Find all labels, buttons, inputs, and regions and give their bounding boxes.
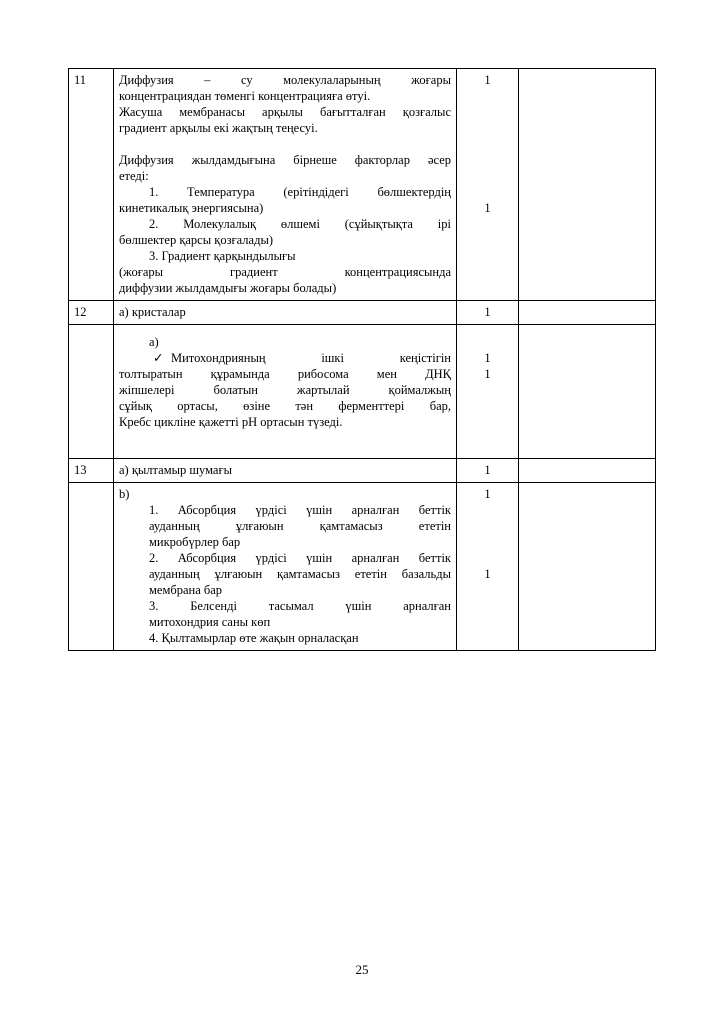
mark-cell: [457, 69, 519, 301]
answer-cell: а) кристалар: [114, 301, 457, 325]
answer-label: а): [149, 335, 159, 349]
answer-label: b): [119, 487, 130, 501]
answer-line: микробүрлер бар: [149, 535, 241, 549]
page-number: 25: [355, 962, 369, 977]
mark-cell: [457, 483, 519, 651]
answer-line: Диффузия жылдамдығына бірнеше факторлар әсер: [119, 153, 451, 167]
mark-value: 1: [484, 351, 491, 365]
mark-value: 1: [457, 459, 519, 483]
table-row-q13a: [69, 459, 656, 483]
factor-item: 1. Температура (ерітіндідегі бөлшектердің: [149, 185, 451, 199]
checkmark-icon: ✓: [153, 351, 164, 365]
answer-line: кинетикалық энергиясына): [119, 201, 264, 215]
extra-cell: [519, 325, 656, 459]
mark-value: 1: [484, 567, 491, 581]
answer-line: Диффузия – су молекулаларының жоғары: [119, 73, 451, 87]
reason-item: 3. Белсенді тасымал үшін арналған: [149, 599, 451, 613]
answer-line: Митохондрияның ішкі кеңістігін: [171, 351, 451, 365]
extra-cell: [519, 301, 656, 325]
answer-line: Кребс цикліне қажетті рН ортасын түзеді.: [119, 415, 343, 429]
answer-cell: a) қылтамыр шумағы: [114, 459, 457, 483]
answer-cell: [114, 325, 457, 459]
mark-cell: [457, 325, 519, 459]
answer-line: градиент арқылы екі жақтың теңесуі.: [119, 121, 318, 135]
answer-cell: [114, 483, 457, 651]
answer-line: (жоғары градиент концентрациясында: [119, 265, 451, 279]
answer-cell: [114, 69, 457, 301]
question-number: 11: [69, 69, 114, 301]
answer-line: толтыратын құрамында рибосома мен ДНҚ: [119, 367, 451, 381]
mark-value: 1: [457, 301, 519, 325]
table-row-q11: [69, 69, 656, 301]
answer-line: митохондрия саны көп: [149, 615, 271, 629]
extra-cell: [519, 459, 656, 483]
reason-item: 4. Қылтамырлар өте жақын орналасқан: [149, 631, 359, 645]
table-row-q13b: [69, 483, 656, 651]
question-number: 13: [69, 459, 114, 483]
factor-item: 2. Молекулалық өлшемі (сұйықтықта ірі: [149, 217, 451, 231]
question-number-empty: [69, 483, 114, 651]
question-number: 12: [69, 301, 114, 325]
answer-line: Жасуша мембранасы арқылы бағытталған қозғалыс: [119, 105, 451, 119]
question-number-empty: [69, 325, 114, 459]
answer-line: ауданның ұлғаюын қамтамасыз ететін базальды: [149, 567, 451, 581]
mark-value: 1: [484, 201, 491, 215]
mark-value: 1: [484, 73, 491, 87]
extra-cell: [519, 483, 656, 651]
answer-line: бөлшектер қарсы қозғалады): [119, 233, 274, 247]
answer-line: ауданның ұлғаюын қамтамасыз ететін: [149, 519, 451, 533]
answer-line: концентрациядан төменгі концентрацияға өтуі.: [119, 89, 371, 103]
answer-line: жіпшелері болатын жартылай қоймалжың: [119, 383, 451, 397]
mark-value: 1: [484, 487, 491, 501]
table-row-q12b: [69, 325, 656, 459]
answer-line: мембрана бар: [149, 583, 223, 597]
answer-line: диффузии жылдамдығы жоғары болады): [119, 281, 337, 295]
reason-item: 1. Абсорбция үрдісі үшін арналған беттік: [149, 503, 451, 517]
table-row-q12a: [69, 301, 656, 325]
answer-line: етеді:: [119, 169, 149, 183]
extra-cell: [519, 69, 656, 301]
mark-value: 1: [484, 367, 491, 381]
marking-scheme-table: [68, 68, 656, 651]
answer-line: сұйық ортасы, өзіне тән ферменттері бар,: [119, 399, 451, 413]
reason-item: 2. Абсорбция үрдісі үшін арналған беттік: [149, 551, 451, 565]
factor-item: 3. Градиент қарқындылығы: [149, 249, 296, 263]
